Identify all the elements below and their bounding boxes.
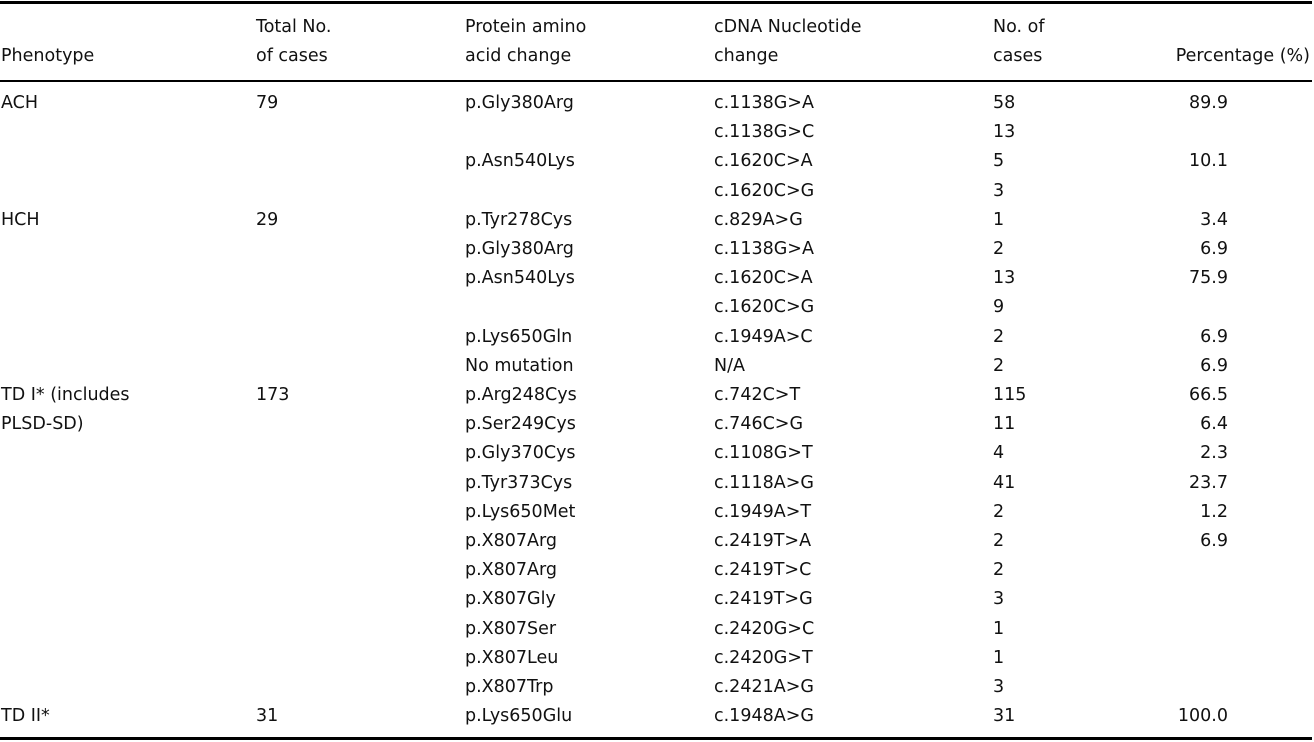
- cell-protein-change: p.Tyr373Cys: [465, 473, 573, 493]
- cell-cdna-change: c.1138G>A: [714, 239, 814, 259]
- cell-percentage: 6.9: [1200, 327, 1228, 347]
- cell-phenotype: TD II*: [1, 706, 50, 726]
- cell-cdna-change: c.742C>T: [714, 385, 801, 405]
- cell-protein-change: p.X807Gly: [465, 589, 556, 609]
- cell-cdna-change: c.2420G>T: [714, 648, 813, 668]
- header-total-cases-line2: of cases: [256, 46, 328, 66]
- cell-no-cases: 2: [993, 502, 1005, 522]
- cell-cdna-change: c.2419T>G: [714, 589, 813, 609]
- cell-cdna-change: c.1138G>C: [714, 122, 815, 142]
- cell-cdna-change: c.829A>G: [714, 210, 803, 230]
- cell-no-cases: 1: [993, 210, 1005, 230]
- cell-cdna-change: c.1620C>G: [714, 297, 815, 317]
- cell-percentage: 2.3: [1200, 443, 1228, 463]
- cell-no-cases: 5: [993, 151, 1005, 171]
- cell-no-cases: 2: [993, 531, 1005, 551]
- header-percentage: Percentage (%): [1175, 46, 1310, 66]
- cell-no-cases: 2: [993, 356, 1005, 376]
- cell-no-cases: 2: [993, 560, 1005, 580]
- cell-no-cases: 4: [993, 443, 1005, 463]
- cell-no-cases: 11: [993, 414, 1016, 434]
- cell-cdna-change: c.1949A>T: [714, 502, 812, 522]
- cell-cdna-change: c.1138G>A: [714, 93, 814, 113]
- header-protein-line2: acid change: [465, 46, 572, 66]
- header-cdna-line2: change: [714, 46, 779, 66]
- cell-no-cases: 13: [993, 268, 1016, 288]
- cell-no-cases: 3: [993, 677, 1005, 697]
- cell-protein-change: p.X807Ser: [465, 619, 557, 639]
- header-cdna-line1: cDNA Nucleotide: [714, 17, 862, 37]
- cell-protein-change: p.Gly380Arg: [465, 239, 574, 259]
- cell-protein-change: p.X807Leu: [465, 648, 559, 668]
- cell-cdna-change: c.746C>G: [714, 414, 804, 434]
- cell-protein-change: p.Lys650Glu: [465, 706, 573, 726]
- cell-protein-change: p.Gly370Cys: [465, 443, 576, 463]
- cell-total-cases: 31: [256, 706, 279, 726]
- cell-protein-change: No mutation: [465, 356, 574, 376]
- cell-protein-change: p.Lys650Met: [465, 502, 576, 522]
- table-bottom-rule: [0, 737, 1312, 740]
- cell-cdna-change: c.1949A>C: [714, 327, 813, 347]
- cell-protein-change: p.X807Arg: [465, 560, 558, 580]
- cell-cdna-change: c.1108G>T: [714, 443, 813, 463]
- cell-total-cases: 29: [256, 210, 279, 230]
- cell-percentage: 66.5: [1189, 385, 1228, 405]
- cell-no-cases: 9: [993, 297, 1005, 317]
- cell-protein-change: p.Asn540Lys: [465, 268, 575, 288]
- cell-percentage: 23.7: [1189, 473, 1228, 493]
- cell-percentage: 10.1: [1189, 151, 1228, 171]
- cell-protein-change: p.Gly380Arg: [465, 93, 574, 113]
- cell-phenotype: PLSD-SD): [1, 414, 84, 434]
- cell-no-cases: 13: [993, 122, 1016, 142]
- cell-percentage: 6.9: [1200, 356, 1228, 376]
- header-no-cases-line2: cases: [993, 46, 1043, 66]
- header-phenotype: Phenotype: [1, 46, 95, 66]
- header-total-cases-line1: Total No.: [256, 17, 332, 37]
- cell-protein-change: p.X807Arg: [465, 531, 558, 551]
- cell-protein-change: p.Asn540Lys: [465, 151, 575, 171]
- cell-cdna-change: c.2420G>C: [714, 619, 815, 639]
- cell-percentage: 3.4: [1200, 210, 1228, 230]
- table-header-rule: [0, 80, 1312, 82]
- cell-cdna-change: c.1620C>G: [714, 181, 815, 201]
- cell-percentage: 6.9: [1200, 531, 1228, 551]
- cell-cdna-change: c.2419T>A: [714, 531, 812, 551]
- cell-no-cases: 1: [993, 648, 1005, 668]
- cell-percentage: 75.9: [1189, 268, 1228, 288]
- cell-cdna-change: c.2419T>C: [714, 560, 812, 580]
- cell-percentage: 89.9: [1189, 93, 1228, 113]
- table-top-rule: [0, 1, 1312, 4]
- header-protein-line1: Protein amino: [465, 17, 587, 37]
- cell-phenotype: ACH: [1, 93, 39, 113]
- cell-no-cases: 2: [993, 327, 1005, 347]
- cell-no-cases: 31: [993, 706, 1016, 726]
- cell-percentage: 1.2: [1200, 502, 1228, 522]
- cell-phenotype: HCH: [1, 210, 40, 230]
- cell-cdna-change: c.1620C>A: [714, 268, 813, 288]
- cell-cdna-change: c.1620C>A: [714, 151, 813, 171]
- cell-percentage: 6.9: [1200, 239, 1228, 259]
- cell-no-cases: 3: [993, 589, 1005, 609]
- cell-phenotype: TD I* (includes: [1, 385, 130, 405]
- cell-no-cases: 3: [993, 181, 1005, 201]
- cell-cdna-change: c.2421A>G: [714, 677, 814, 697]
- cell-protein-change: p.X807Trp: [465, 677, 554, 697]
- cell-protein-change: p.Tyr278Cys: [465, 210, 573, 230]
- cell-cdna-change: N/A: [714, 356, 745, 376]
- cell-percentage: 6.4: [1200, 414, 1228, 434]
- cell-cdna-change: c.1948A>G: [714, 706, 814, 726]
- cell-total-cases: 79: [256, 93, 279, 113]
- cell-no-cases: 1: [993, 619, 1005, 639]
- cell-no-cases: 115: [993, 385, 1027, 405]
- cell-cdna-change: c.1118A>G: [714, 473, 814, 493]
- cell-total-cases: 173: [256, 385, 290, 405]
- cell-protein-change: p.Arg248Cys: [465, 385, 577, 405]
- cell-no-cases: 2: [993, 239, 1005, 259]
- cell-protein-change: p.Lys650Gln: [465, 327, 573, 347]
- cell-no-cases: 41: [993, 473, 1016, 493]
- cell-no-cases: 58: [993, 93, 1016, 113]
- cell-percentage: 100.0: [1177, 706, 1228, 726]
- header-no-cases-line1: No. of: [993, 17, 1045, 37]
- cell-protein-change: p.Ser249Cys: [465, 414, 576, 434]
